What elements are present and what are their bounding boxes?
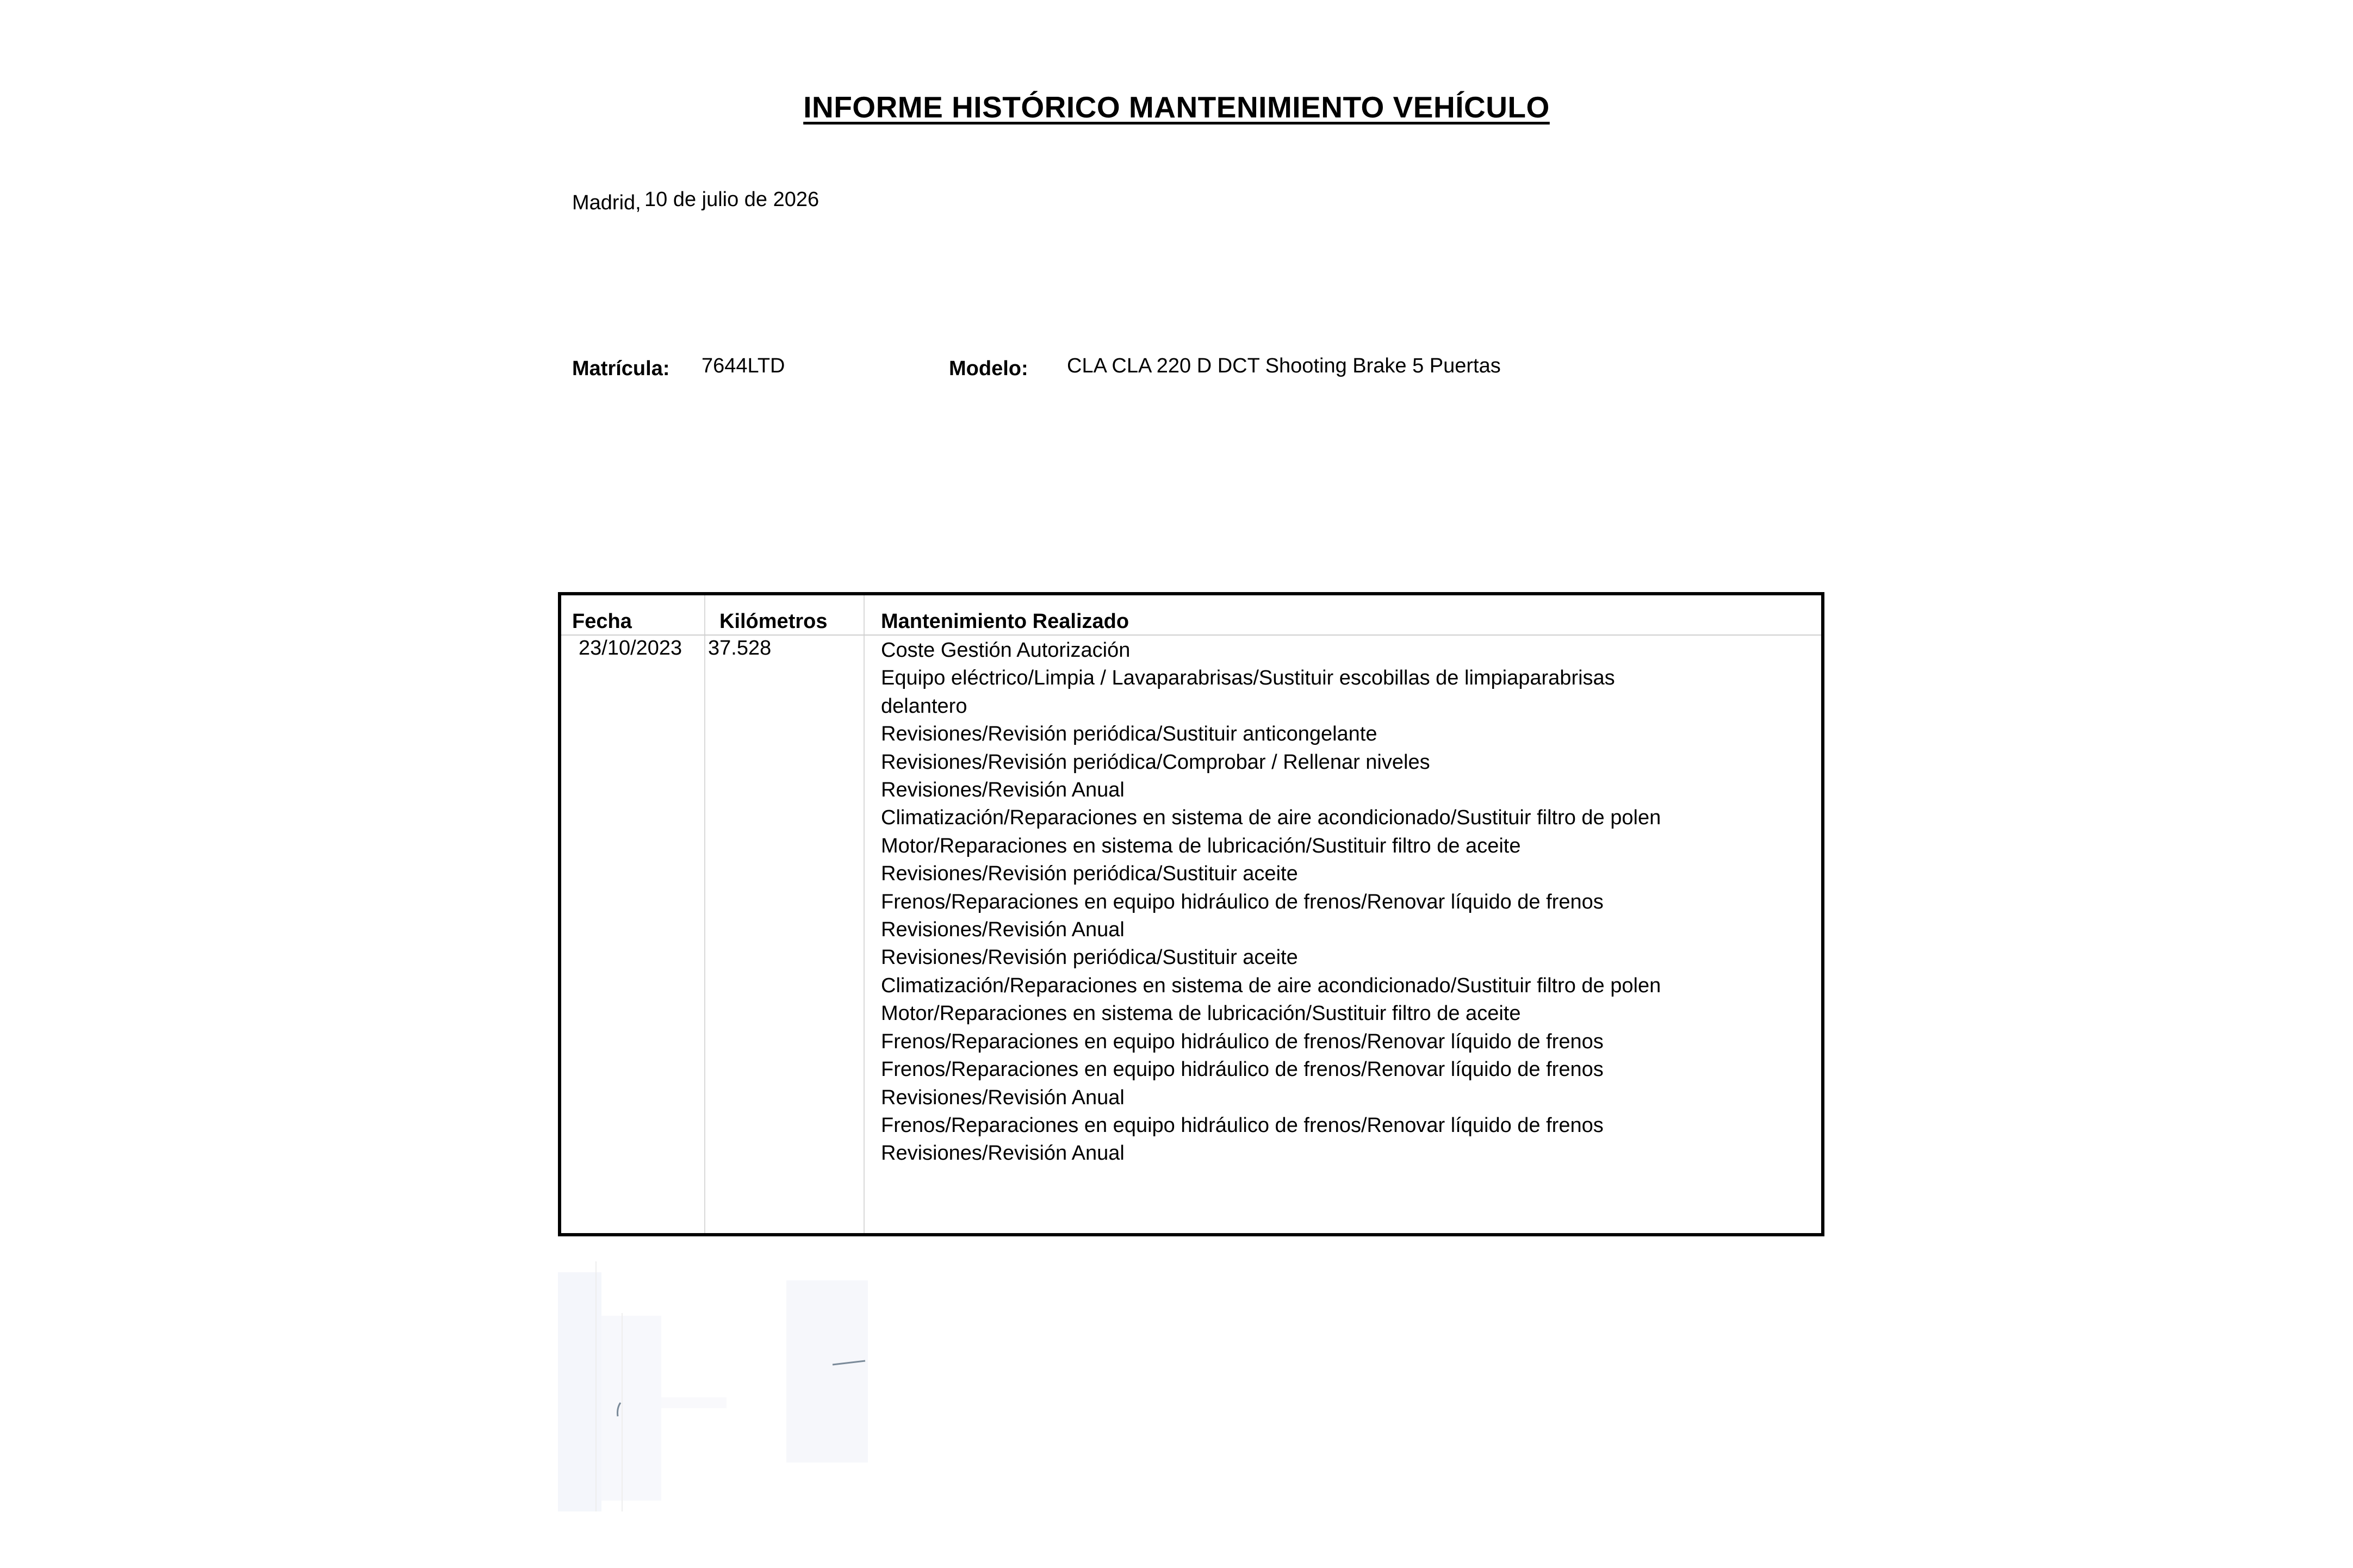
report-date: 10 de julio de 2026	[644, 188, 819, 211]
maintenance-item: Climatización/Reparaciones en sistema de aire acondicionado/Sustituir filtro de polen	[881, 806, 1661, 830]
model-value: CLA CLA 220 D DCT Shooting Brake 5 Puertas	[1067, 354, 1501, 377]
maintenance-item: Revisiones/Revisión Anual	[881, 918, 1125, 942]
maintenance-item: Climatización/Reparaciones en sistema de aire acondicionado/Sustituir filtro de polen	[881, 974, 1661, 997]
maintenance-item: Frenos/Reparaciones en equipo hidráulico de frenos/Renovar líquido de frenos	[881, 1058, 1604, 1081]
header-km: Kilómetros	[719, 610, 828, 633]
column-divider	[864, 595, 865, 1233]
maintenance-item: Revisiones/Revisión Anual	[881, 779, 1125, 802]
signature-stamp	[558, 1261, 868, 1511]
header-date: Fecha	[572, 610, 632, 633]
row-km: 37.528	[708, 637, 772, 659]
header-divider	[561, 634, 1821, 636]
header-maintenance: Mantenimiento Realizado	[881, 610, 1129, 633]
report-title: INFORME HISTÓRICO MANTENIMIENTO VEHÍCULO	[803, 90, 1550, 124]
maintenance-item: Revisiones/Revisión Anual	[881, 1142, 1125, 1165]
plate-value: 7644LTD	[701, 354, 785, 377]
row-date: 23/10/2023	[579, 637, 682, 659]
maintenance-item: Frenos/Reparaciones en equipo hidráulico de frenos/Renovar líquido de frenos	[881, 890, 1604, 913]
plate-label: Matrícula:	[572, 357, 670, 380]
maintenance-item: Revisiones/Revisión periódica/Sustituir aceite	[881, 862, 1298, 886]
maintenance-item: Revisiones/Revisión Anual	[881, 1086, 1125, 1109]
maintenance-item: Revisiones/Revisión periódica/Comprobar / Rellenar niveles	[881, 750, 1430, 774]
report-city: Madrid,	[572, 191, 641, 214]
maintenance-item: Frenos/Reparaciones en equipo hidráulico de frenos/Renovar líquido de frenos	[881, 1030, 1604, 1053]
maintenance-item: Equipo eléctrico/Limpia / Lavaparabrisas/Sustituir escobillas de limpiaparabrisas delantero	[881, 667, 1615, 718]
maintenance-table	[558, 592, 1824, 1236]
maintenance-item: Coste Gestión Autorización	[881, 639, 1131, 662]
maintenance-item: Frenos/Reparaciones en equipo hidráulico de frenos/Renovar líquido de frenos	[881, 1113, 1604, 1137]
model-label: Modelo:	[949, 357, 1028, 380]
column-divider	[704, 595, 705, 1233]
maintenance-item: Revisiones/Revisión periódica/Sustituir anticongelante	[881, 723, 1377, 746]
maintenance-item: Motor/Reparaciones en sistema de lubricación/Sustituir filtro de aceite	[881, 834, 1521, 857]
maintenance-items-list	[881, 637, 1697, 1168]
maintenance-item: Motor/Reparaciones en sistema de lubricación/Sustituir filtro de aceite	[881, 1002, 1521, 1025]
maintenance-item: Revisiones/Revisión periódica/Sustituir aceite	[881, 946, 1298, 969]
